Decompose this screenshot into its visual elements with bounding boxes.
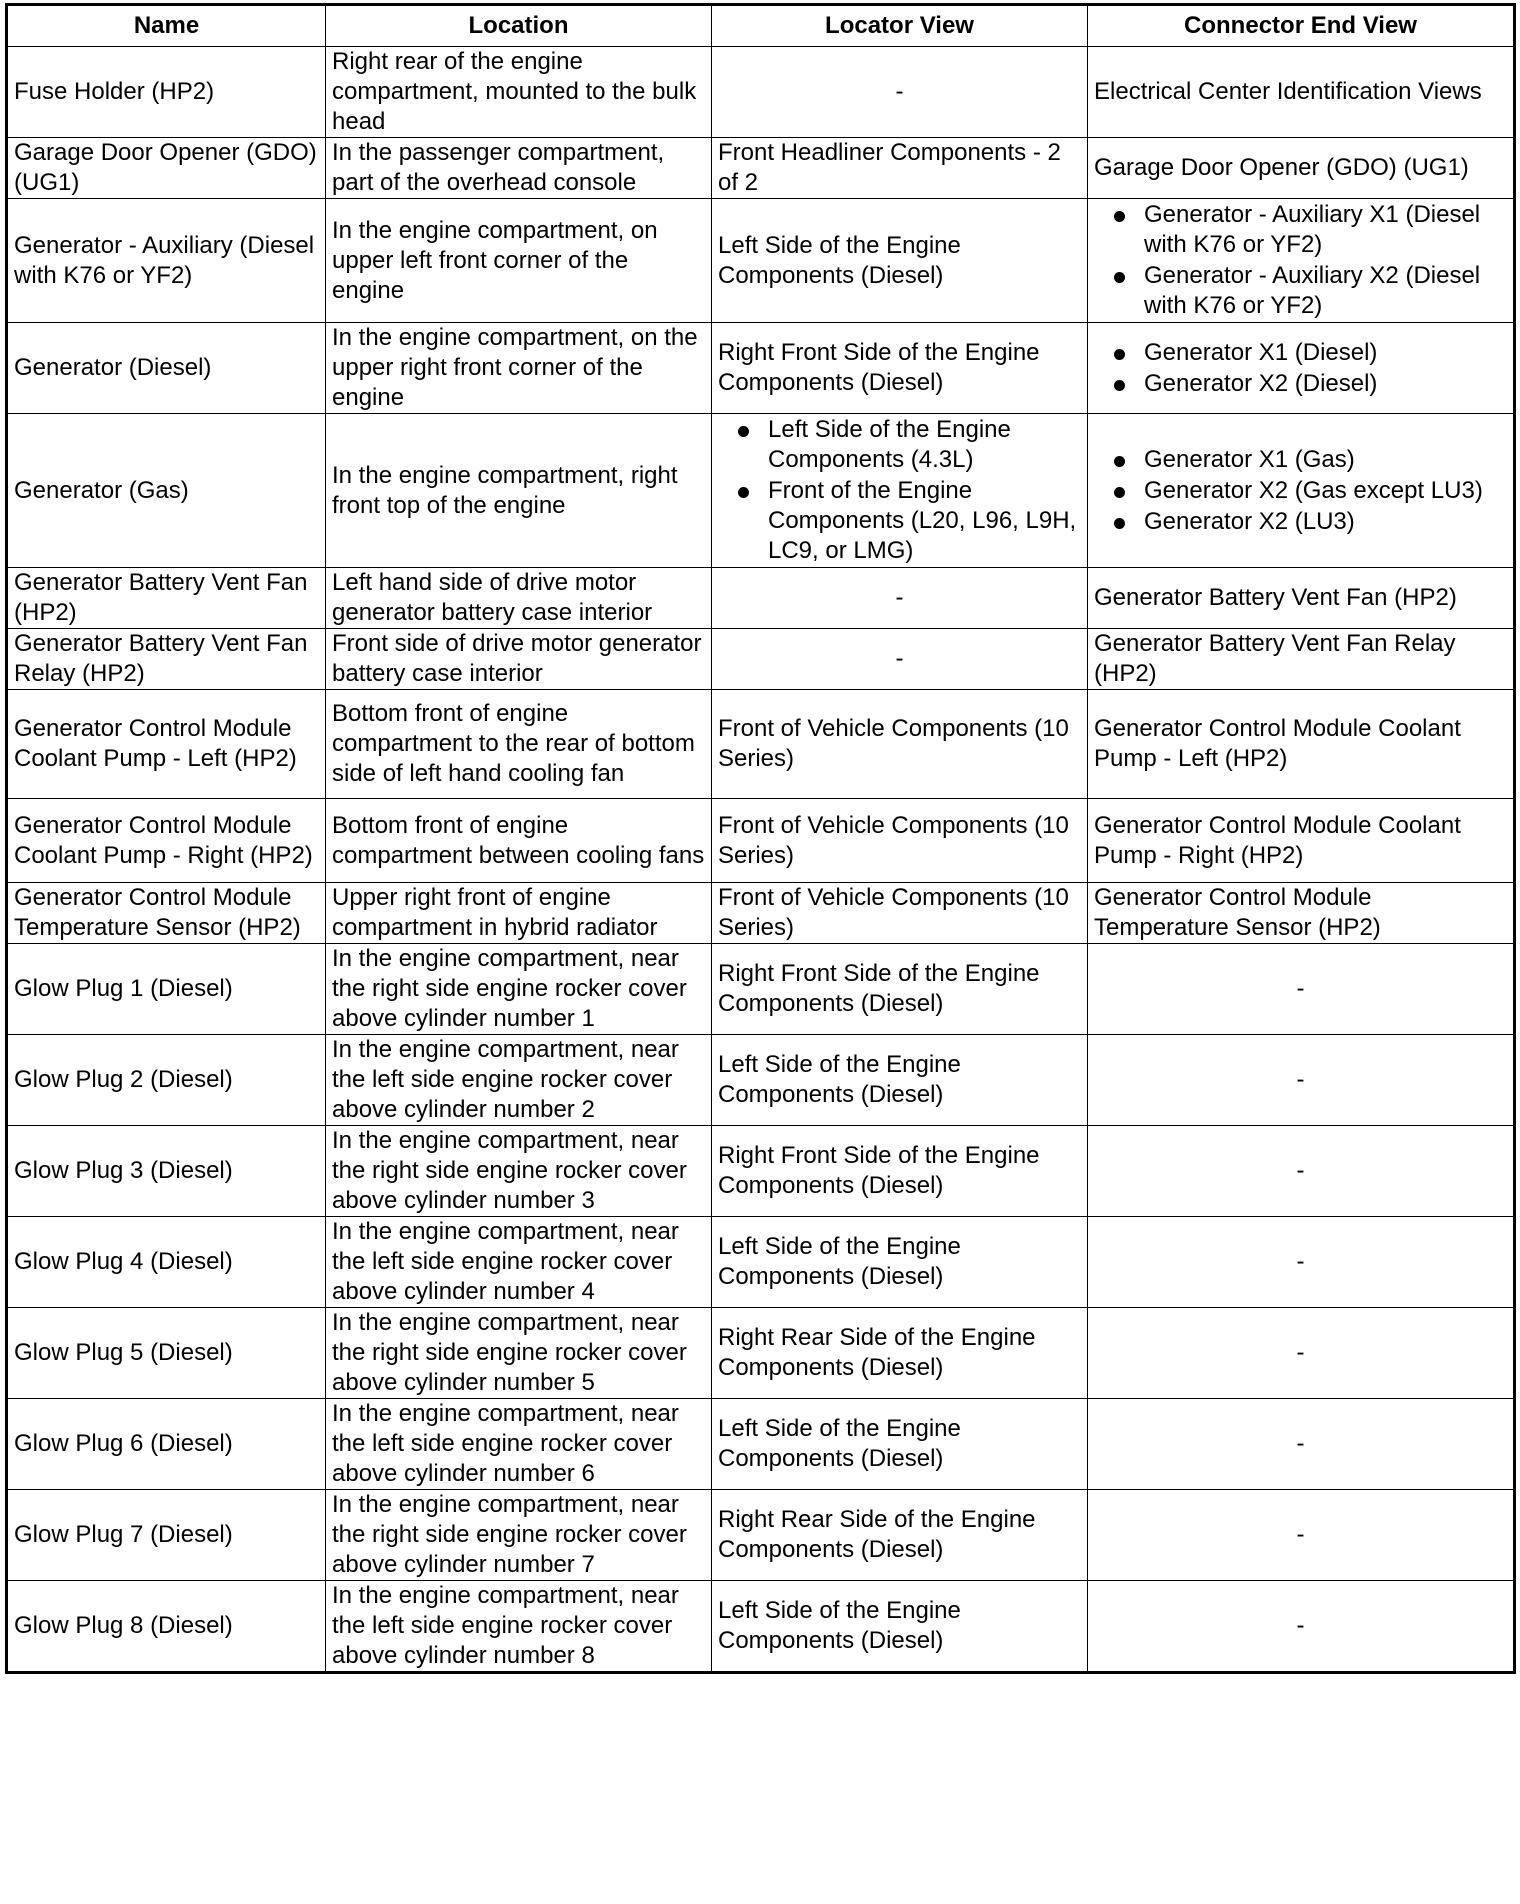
cell-location-text: In the engine compartment, near the right side engine rocker cover above cylinder number 1: [332, 945, 687, 1032]
cell-location-text: In the engine compartment, near the left side engine rocker cover above cylinder number 4: [332, 1218, 679, 1305]
cell-name: [7, 799, 326, 883]
cell-location: [326, 944, 712, 1035]
cell-locator-view-text: Left Side of the Engine Components (Diesel): [718, 1415, 961, 1472]
cell-name-text: Glow Plug 5 (Diesel): [14, 1339, 233, 1366]
cell-location: [326, 1308, 712, 1399]
cell-locator-view: [712, 138, 1088, 199]
cell-location-text: Left hand side of drive motor generator battery case interior: [332, 569, 653, 626]
bullet-item: [718, 415, 1081, 475]
cell-connector-end-view-text: -: [1296, 1157, 1305, 1184]
cell-location-text: In the engine compartment, near the left side engine rocker cover above cylinder number 2: [332, 1036, 679, 1123]
bullet-text: Generator - Auxiliary X1 (Diesel with K76 or YF2): [1144, 201, 1481, 258]
bullet-item: [1094, 476, 1507, 506]
table-row: [7, 1308, 1515, 1399]
bullet-icon: [1114, 456, 1125, 467]
bullet-list: [1094, 200, 1507, 321]
table-row: [7, 1490, 1515, 1581]
cell-name-text: Generator Control Module Coolant Pump - Right (HP2): [14, 811, 313, 869]
cell-locator-view-text: -: [895, 78, 904, 105]
cell-locator-view-text: Front Headliner Components - 2 of 2: [718, 139, 1061, 196]
cell-name-text: Fuse Holder (HP2): [14, 78, 215, 105]
cell-location-text: In the passenger compartment, part of the overhead console: [332, 139, 665, 196]
bullet-item: [718, 476, 1081, 566]
bullet-item: [1094, 445, 1507, 475]
cell-name: [7, 1399, 326, 1490]
cell-locator-view-text: -: [895, 584, 904, 611]
cell-location: [326, 47, 712, 138]
cell-connector-end-view: [1088, 1581, 1515, 1673]
cell-location: [326, 1035, 712, 1126]
cell-location-text: Upper right front of engine compartment in hybrid radiator: [332, 884, 658, 941]
cell-locator-view: [712, 883, 1088, 944]
cell-connector-end-view: [1088, 799, 1515, 883]
cell-connector-end-view: [1088, 1490, 1515, 1581]
cell-name-text: Generator (Diesel): [14, 354, 212, 381]
cell-locator-view: [712, 568, 1088, 629]
cell-connector-end-view: [1088, 323, 1515, 414]
cell-name-text: Glow Plug 4 (Diesel): [14, 1248, 233, 1275]
cell-locator-view: [712, 799, 1088, 883]
cell-location-text: Front side of drive motor generator battery case interior: [332, 630, 702, 687]
cell-name-text: Glow Plug 3 (Diesel): [14, 1157, 233, 1184]
cell-location: [326, 323, 712, 414]
cell-location-text: In the engine compartment, near the right side engine rocker cover above cylinder number 7: [332, 1491, 687, 1578]
table-row: [7, 1399, 1515, 1490]
cell-location: [326, 799, 712, 883]
cell-locator-view-text: Right Front Side of the Engine Components (Diesel): [718, 960, 1040, 1017]
cell-connector-end-view-text: -: [1296, 1066, 1305, 1093]
cell-connector-end-view-text: -: [1296, 1430, 1305, 1457]
bullet-list: [1094, 338, 1507, 399]
cell-locator-view: [712, 1217, 1088, 1308]
cell-location: [326, 199, 712, 323]
cell-connector-end-view-text: -: [1296, 1248, 1305, 1275]
cell-locator-view: [712, 1126, 1088, 1217]
table-header-row: [7, 5, 1515, 47]
cell-connector-end-view: [1088, 199, 1515, 323]
table-row: [7, 1126, 1515, 1217]
cell-connector-end-view-text: Generator Battery Vent Fan (HP2): [1094, 584, 1457, 611]
cell-connector-end-view: [1088, 1399, 1515, 1490]
cell-location: [326, 883, 712, 944]
cell-location: [326, 568, 712, 629]
bullet-item: [1094, 200, 1507, 260]
cell-connector-end-view-text: Generator Control Module Coolant Pump - Right (HP2): [1094, 811, 1461, 869]
cell-connector-end-view: [1088, 690, 1515, 799]
bullet-icon: [1114, 349, 1125, 360]
cell-location-text: In the engine compartment, on upper left front corner of the engine: [332, 216, 658, 304]
cell-location-text: Bottom front of engine compartment to the rear of bottom side of left hand cooling fan: [332, 700, 695, 787]
cell-name-text: Garage Door Opener (GDO) (UG1): [14, 139, 317, 196]
cell-name-text: Glow Plug 2 (Diesel): [14, 1066, 233, 1093]
cell-locator-view: [712, 323, 1088, 414]
bullet-text: Left Side of the Engine Components (4.3L): [768, 416, 1011, 473]
cell-name: [7, 1581, 326, 1673]
bullet-text: Generator X1 (Diesel): [1144, 338, 1378, 366]
cell-locator-view: [712, 414, 1088, 568]
cell-name: [7, 1035, 326, 1126]
cell-connector-end-view: [1088, 1308, 1515, 1399]
cell-location-text: In the engine compartment, near the right side engine rocker cover above cylinder number 5: [332, 1309, 687, 1396]
cell-name-text: Generator - Auxiliary (Diesel with K76 or YF2): [14, 231, 315, 289]
cell-location-text: In the engine compartment, on the upper right front corner of the engine: [332, 324, 698, 411]
cell-connector-end-view: [1088, 1217, 1515, 1308]
cell-name: [7, 138, 326, 199]
cell-connector-end-view: [1088, 47, 1515, 138]
cell-name-text: Generator Control Module Temperature Sensor (HP2): [14, 884, 301, 941]
table-row: [7, 1217, 1515, 1308]
cell-connector-end-view-text: Garage Door Opener (GDO) (UG1): [1094, 154, 1469, 181]
bullet-text: Generator X1 (Gas): [1144, 445, 1355, 473]
cell-location-text: In the engine compartment, right front top of the engine: [332, 461, 678, 519]
bullet-text: Front of the Engine Components (L20, L96, L9H, LC9, or LMG): [768, 477, 1077, 564]
table-row: [7, 323, 1515, 414]
cell-location: [326, 1490, 712, 1581]
cell-name: [7, 199, 326, 323]
table-row: [7, 1035, 1515, 1126]
cell-locator-view: [712, 690, 1088, 799]
table-row: [7, 690, 1515, 799]
cell-locator-view: [712, 199, 1088, 323]
cell-connector-end-view: [1088, 944, 1515, 1035]
bullet-text: Generator X2 (LU3): [1144, 507, 1355, 535]
cell-locator-view: [712, 47, 1088, 138]
bullet-icon: [738, 426, 749, 437]
bullet-text: Generator X2 (Diesel): [1144, 369, 1378, 397]
cell-locator-view: [712, 1581, 1088, 1673]
cell-locator-view: [712, 1490, 1088, 1581]
cell-name: [7, 690, 326, 799]
cell-connector-end-view: [1088, 629, 1515, 690]
table-row: [7, 199, 1515, 323]
bullet-text: Generator - Auxiliary X2 (Diesel with K76 or YF2): [1144, 262, 1481, 319]
bullet-item: [1094, 369, 1507, 399]
cell-connector-end-view: [1088, 883, 1515, 944]
cell-connector-end-view-text: -: [1296, 1521, 1305, 1548]
cell-locator-view-text: Right Front Side of the Engine Components (Diesel): [718, 339, 1040, 396]
cell-connector-end-view-text: -: [1296, 975, 1305, 1002]
bullet-item: [1094, 338, 1507, 368]
cell-location: [326, 1581, 712, 1673]
cell-name-text: Glow Plug 8 (Diesel): [14, 1612, 233, 1639]
component-locator-table: [5, 3, 1516, 1674]
cell-name-text: Glow Plug 1 (Diesel): [14, 975, 233, 1002]
cell-name: [7, 47, 326, 138]
cell-name-text: Generator Battery Vent Fan (HP2): [14, 569, 308, 626]
cell-locator-view-text: Right Rear Side of the Engine Components (Diesel): [718, 1506, 1036, 1563]
cell-locator-view-text: Right Front Side of the Engine Components (Diesel): [718, 1142, 1040, 1199]
cell-locator-view: [712, 629, 1088, 690]
cell-connector-end-view: [1088, 568, 1515, 629]
cell-location: [326, 138, 712, 199]
bullet-icon: [738, 487, 749, 498]
header-locator-view: Locator View: [712, 5, 1088, 47]
bullet-list: [1094, 445, 1507, 537]
bullet-icon: [1114, 487, 1125, 498]
cell-name: [7, 414, 326, 568]
cell-name: [7, 1217, 326, 1308]
cell-locator-view-text: Left Side of the Engine Components (Diesel): [718, 231, 961, 289]
cell-name-text: Generator Control Module Coolant Pump - Left (HP2): [14, 715, 297, 772]
cell-location: [326, 414, 712, 568]
cell-location-text: Bottom front of engine compartment between cooling fans: [332, 811, 705, 869]
cell-name: [7, 1308, 326, 1399]
cell-location: [326, 1399, 712, 1490]
bullet-item: [1094, 261, 1507, 321]
header-connector-end-view: Connector End View: [1088, 5, 1515, 47]
header-name: Name: [7, 5, 326, 47]
cell-name: [7, 883, 326, 944]
cell-locator-view: [712, 1035, 1088, 1126]
cell-connector-end-view: [1088, 1035, 1515, 1126]
table-row: [7, 883, 1515, 944]
table-row: [7, 1581, 1515, 1673]
cell-locator-view-text: Left Side of the Engine Components (Diesel): [718, 1051, 961, 1108]
bullet-list: [718, 415, 1081, 566]
cell-name: [7, 1490, 326, 1581]
cell-name: [7, 323, 326, 414]
cell-location-text: In the engine compartment, near the left side engine rocker cover above cylinder number 6: [332, 1400, 679, 1487]
cell-locator-view-text: Front of Vehicle Components (10 Series): [718, 884, 1069, 941]
table-row: [7, 138, 1515, 199]
cell-connector-end-view-text: Generator Battery Vent Fan Relay (HP2): [1094, 630, 1456, 687]
cell-name-text: Glow Plug 6 (Diesel): [14, 1430, 233, 1457]
cell-locator-view: [712, 944, 1088, 1035]
cell-connector-end-view-text: Generator Control Module Coolant Pump - Left (HP2): [1094, 715, 1461, 772]
cell-connector-end-view-text: -: [1296, 1339, 1305, 1366]
cell-locator-view-text: Right Rear Side of the Engine Components (Diesel): [718, 1324, 1036, 1381]
cell-name-text: Generator (Gas): [14, 476, 189, 504]
cell-name: [7, 1126, 326, 1217]
cell-location-text: In the engine compartment, near the left side engine rocker cover above cylinder number 8: [332, 1582, 679, 1669]
cell-connector-end-view: [1088, 138, 1515, 199]
cell-connector-end-view: [1088, 414, 1515, 568]
table-row: [7, 414, 1515, 568]
bullet-item: [1094, 507, 1507, 537]
cell-location: [326, 629, 712, 690]
cell-connector-end-view-text: Generator Control Module Temperature Sensor (HP2): [1094, 884, 1381, 941]
cell-location: [326, 1217, 712, 1308]
bullet-text: Generator X2 (Gas except LU3): [1144, 476, 1483, 504]
cell-locator-view-text: Front of Vehicle Components (10 Series): [718, 715, 1069, 772]
cell-connector-end-view-text: Electrical Center Identification Views: [1094, 78, 1482, 105]
header-location: Location: [326, 5, 712, 47]
cell-locator-view-text: -: [895, 645, 904, 672]
bullet-icon: [1114, 380, 1125, 391]
cell-location-text: Right rear of the engine compartment, mounted to the bulk head: [332, 48, 697, 135]
component-locator-document: [5, 3, 1513, 1674]
cell-name: [7, 944, 326, 1035]
cell-location-text: In the engine compartment, near the right side engine rocker cover above cylinder number 3: [332, 1127, 687, 1214]
cell-name: [7, 568, 326, 629]
cell-locator-view-text: Left Side of the Engine Components (Diesel): [718, 1597, 961, 1654]
table-row: [7, 629, 1515, 690]
cell-name-text: Glow Plug 7 (Diesel): [14, 1521, 233, 1548]
cell-locator-view: [712, 1399, 1088, 1490]
cell-locator-view-text: Front of Vehicle Components (10 Series): [718, 811, 1069, 869]
cell-name: [7, 629, 326, 690]
cell-locator-view-text: Left Side of the Engine Components (Diesel): [718, 1233, 961, 1290]
cell-connector-end-view-text: -: [1296, 1612, 1305, 1639]
table-row: [7, 944, 1515, 1035]
cell-name-text: Generator Battery Vent Fan Relay (HP2): [14, 630, 308, 687]
bullet-icon: [1114, 211, 1125, 222]
table-row: [7, 47, 1515, 138]
cell-connector-end-view: [1088, 1126, 1515, 1217]
table-row: [7, 799, 1515, 883]
table-body: [7, 47, 1515, 1673]
cell-locator-view: [712, 1308, 1088, 1399]
bullet-icon: [1114, 272, 1125, 283]
cell-location: [326, 690, 712, 799]
table-row: [7, 568, 1515, 629]
cell-location: [326, 1126, 712, 1217]
bullet-icon: [1114, 518, 1125, 529]
